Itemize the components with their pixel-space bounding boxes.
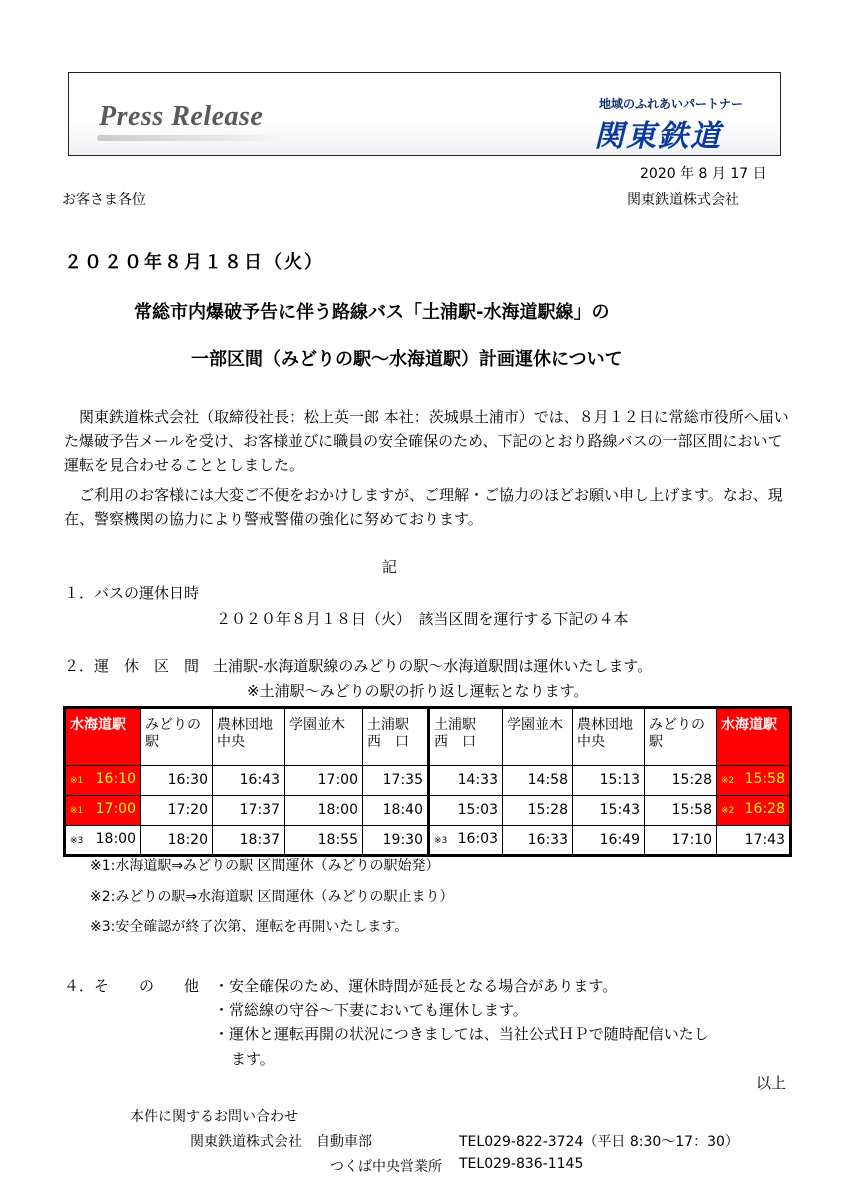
table-cell: 14:33	[457, 772, 498, 788]
table-cell: 18:00	[285, 796, 363, 826]
header-tsuchiura-west-return: 土浦駅 西 口	[429, 708, 503, 766]
company-tagline: 地域のふれあいパートナー	[599, 97, 744, 111]
table-cell: 16:43	[213, 766, 285, 796]
title-date: ２０２０年８月１８日（火）	[64, 252, 324, 273]
release-date: 2020 年 8 月 17 日	[640, 166, 767, 182]
body-paragraph-1: 関東鉄道株式会社（取締役社長：松上英一郎 本社：茨城県土浦市）では、８月１２日に常総市役所へ届いた爆破予告メールを受け、お客様並びに職員の安全確保のため、下記のとおり路線バスの一部区間において運転を見合わせることとしました。	[64, 408, 789, 474]
table-cell: 17:10	[645, 826, 717, 856]
table-cell: 17:00	[285, 766, 363, 796]
table-cell: 17:37	[213, 796, 285, 826]
timetable-note-3: ※3:安全確認が終了次第、運転を再開いたします。	[90, 919, 409, 935]
table-cell: 15:58	[744, 771, 785, 787]
table-cell: 17:43	[717, 826, 791, 856]
timetable-note-2: ※2:みどりの駅⇒水海道駅 区間運休（みどりの駅止まり）	[90, 889, 454, 905]
note-mark: ※1	[70, 806, 84, 816]
note-mark: ※2	[721, 806, 735, 816]
header-midorino-return: みどりの 駅	[645, 708, 717, 766]
table-cell: 16:03	[457, 830, 498, 847]
table-cell: 15:03	[457, 802, 498, 818]
header-tsuchiura-west: 土浦駅 西 口	[363, 708, 429, 766]
header-gakuen-namiki-return: 学園並木	[503, 708, 573, 766]
table-cell: 18:00	[95, 830, 136, 847]
section1-detail: ２０２０年８月１８日（火） 該当区間を運行する下記の４本	[216, 610, 629, 628]
timetable-note-1: ※1:水海道駅⇒みどりの駅 区間運休（みどりの駅始発）	[90, 858, 440, 874]
press-release-header	[68, 72, 781, 156]
header-norin-danchi-return: 農林団地 中央	[573, 708, 645, 766]
section1-heading: １．バスの運休日時	[64, 584, 200, 602]
table-cell: 16:10	[95, 771, 136, 787]
contact-tel-2: TEL029-836-1145	[459, 1156, 584, 1172]
table-row	[65, 796, 791, 826]
table-cell: 16:28	[744, 801, 785, 817]
contact-office: つくば中央営業所	[330, 1159, 442, 1175]
recipient: お客さま各位	[62, 192, 146, 208]
contact-heading: 本件に関するお問い合わせ	[130, 1109, 298, 1125]
table-cell: 15:28	[503, 796, 573, 826]
note-mark: ※1	[70, 776, 84, 786]
other-bullet-3: ・運休と運転再開の状況につきましては、当社公式ＨＰで随時配信いたし	[214, 1025, 709, 1043]
note-mark: ※2	[721, 776, 735, 786]
section4-heading: ４．そ の 他	[64, 977, 200, 995]
sender: 関東鉄道株式会社	[627, 192, 739, 208]
press-release-underline	[97, 135, 287, 141]
header-gakuen-namiki: 学園並木	[285, 708, 363, 766]
table-cell: 14:58	[503, 766, 573, 796]
page-title-line1: 常総市内爆破予告に伴う路線バス「土浦駅-水海道駅線」の	[134, 302, 610, 323]
table-cell: 16:49	[573, 826, 645, 856]
section2-heading: ２．運 休 区 間	[64, 657, 200, 675]
header-midorino: みどりの 駅	[141, 708, 213, 766]
header-mitsukaido-outbound: 水海道駅	[65, 708, 141, 766]
table-cell: 18:40	[363, 796, 429, 826]
other-bullet-2: ・常総線の守谷～下妻においても運休します。	[214, 1001, 528, 1019]
table-cell: 15:58	[645, 796, 717, 826]
other-bullet-3-cont: ます。	[231, 1050, 275, 1068]
header-norin-danchi: 農林団地 中央	[213, 708, 285, 766]
table-cell: 15:28	[645, 766, 717, 796]
contact-tel-1: TEL029-822-3724（平日 8:30～17：30）	[459, 1134, 739, 1150]
contact-department: 関東鉄道株式会社 自動車部	[190, 1134, 372, 1150]
section2-detail: 土浦駅-水海道駅線のみどりの駅～水海道駅間は運休いたします。	[213, 657, 653, 675]
table-cell: 16:30	[141, 766, 213, 796]
company-logo: 関東鉄道	[594, 119, 722, 154]
table-cell: 18:55	[285, 826, 363, 856]
table-cell: 15:13	[573, 766, 645, 796]
body-paragraph-2: ご利用のお客様には大変ご不便をおかけしますが、ご理解・ご協力のほどお願い申し上げます。なお、現在、警察機関の協力により警戒警備の強化に努めております。	[64, 486, 783, 528]
bus-timetable	[63, 706, 792, 857]
page-title-line2: 一部区間（みどりの駅～水海道駅）計画運休について	[191, 349, 623, 370]
ki-label: 記	[382, 558, 398, 576]
section2-note: ※土浦駅～みどりの駅の折り返し運転となります。	[247, 682, 589, 700]
table-row	[65, 826, 791, 856]
other-bullet-1: ・安全確保のため、運休時間が延長となる場合があります。	[214, 977, 618, 995]
note-mark: ※3	[70, 835, 84, 846]
timetable-header-row	[65, 708, 791, 766]
press-release-label: Press Release	[99, 101, 264, 132]
table-cell: 15:43	[573, 796, 645, 826]
table-cell: 18:37	[213, 826, 285, 856]
table-cell: 16:33	[503, 826, 573, 856]
table-cell: 17:00	[95, 801, 136, 817]
table-row	[65, 766, 791, 796]
end-mark: 以上	[756, 1074, 787, 1092]
table-cell: 17:20	[141, 796, 213, 826]
header-mitsukaido-inbound: 水海道駅	[717, 708, 791, 766]
table-cell: 18:20	[141, 826, 213, 856]
table-cell: 17:35	[363, 766, 429, 796]
table-cell: 19:30	[363, 826, 429, 856]
note-mark: ※3	[434, 835, 448, 846]
